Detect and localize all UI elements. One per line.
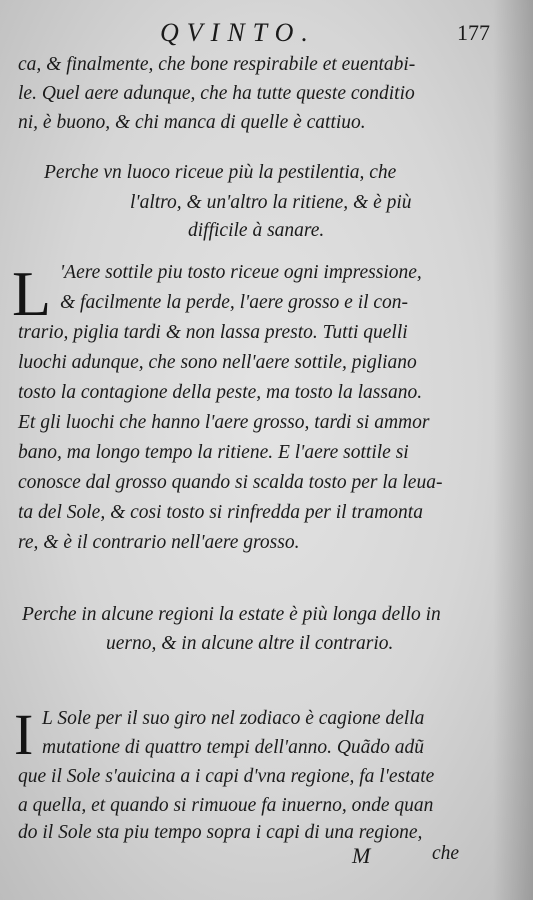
text-line: 'Aere sottile piu tosto riceue ogni impressione, — [60, 262, 422, 283]
page-edge-shadow — [493, 0, 533, 900]
text-line: Et gli luochi che hanno l'aere grosso, tardi si ammor — [18, 412, 430, 433]
text-line: mutatione di quattro tempi dell'anno. Quãdo adũ — [42, 737, 425, 758]
text-line: trario, piglia tardi & non lassa presto. Tutti quelli — [18, 322, 408, 343]
running-head: QVINTO. — [160, 18, 316, 47]
text-line: re, & è il contrario nell'aere grosso. — [18, 532, 300, 553]
page-number: 177 — [457, 20, 490, 45]
text-line: conosce dal grosso quando si scalda tosto per la leua- — [18, 472, 443, 493]
text-line: que il Sole s'auicina a i capi d'vna regione, fa l'estate — [18, 766, 435, 787]
text-line: ta del Sole, & cosi tosto si rinfredda per il tramonta — [18, 502, 423, 523]
text-line: do il Sole sta piu tempo sopra i capi di una regione, — [18, 822, 423, 843]
page-header — [160, 18, 490, 52]
text-line: luochi adunque, che sono nell'aere sottile, pigliano — [18, 352, 417, 373]
text-line: le. Quel aere adunque, che ha tutte queste conditio — [18, 83, 415, 104]
text-line: bano, ma longo tempo la ritiene. E l'aere sottile si — [18, 442, 409, 463]
catchword: che — [432, 843, 460, 864]
heading-line: difficile à sanare. — [188, 220, 325, 241]
text-line: tosto la contagione della peste, ma tosto la lassano. — [18, 382, 423, 403]
heading-line: l'altro, & un'altro la ritiene, & è più — [130, 192, 412, 213]
drop-cap-initial: L — [12, 258, 52, 329]
text-line: L Sole per il suo giro nel zodiaco è cagione della — [42, 708, 425, 729]
drop-cap-initial: I — [14, 702, 34, 767]
heading-line: Perche vn luoco riceue più la pestilentia, che — [44, 162, 397, 183]
text-line: ni, è buono, & chi manca di quelle è cattiuo. — [18, 112, 366, 133]
text-line: ca, & finalmente, che bone respirabile et euentabi- — [18, 54, 416, 75]
text-line: & facilmente la perde, l'aere grosso e il con- — [60, 292, 409, 313]
signature-mark: M — [352, 843, 371, 868]
text-line: a quella, et quando si rimuoue fa inuerno, onde quan — [18, 795, 434, 816]
heading-line: uerno, & in alcune altre il contrario. — [106, 633, 394, 654]
heading-line: Perche in alcune regioni la estate è più longa dello in — [22, 604, 441, 625]
